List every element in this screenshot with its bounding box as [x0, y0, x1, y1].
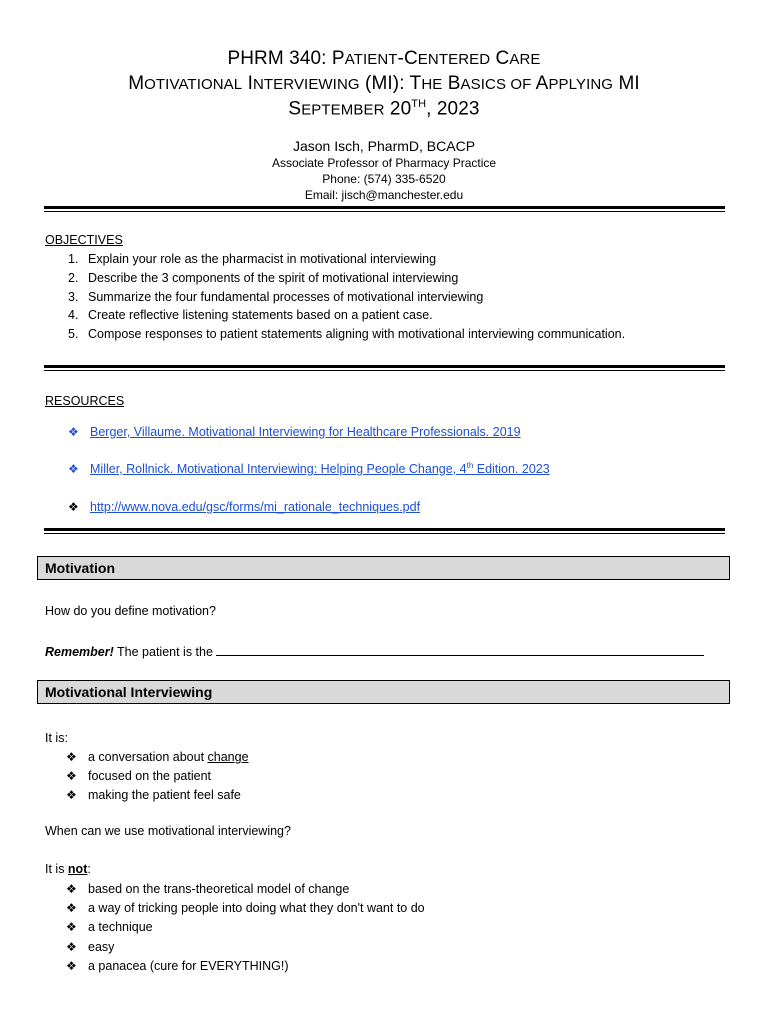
diamond-bullet-icon: ❖	[66, 939, 77, 954]
section-heading-motivational-interviewing: Motivational Interviewing	[37, 680, 730, 704]
diamond-bullet-icon: ❖	[68, 425, 79, 439]
objectives-list	[44, 250, 625, 344]
list-item: ❖ a technique	[66, 920, 153, 935]
list-item: ❖ focused on the patient	[66, 769, 212, 784]
list-item: ❖ making the patient feel safe	[66, 788, 241, 803]
it-is-label: It is:	[45, 731, 68, 745]
diamond-bullet-icon: ❖	[68, 500, 79, 514]
author-email: Email: jisch@manchester.edu	[304, 188, 464, 202]
diamond-bullet-icon: ❖	[66, 958, 77, 973]
it-is-not-list	[66, 880, 425, 976]
list-item: ❖ a conversation about change	[66, 750, 249, 764]
author-phone: Phone: (574) 335-6520	[322, 172, 446, 186]
diamond-bullet-icon: ❖	[66, 750, 77, 764]
author-title: Associate Professor of Pharmacy Practice	[271, 156, 497, 170]
diamond-bullet-icon: ❖	[66, 769, 77, 784]
when-question: When can we use motivational interviewing?	[45, 824, 291, 838]
divider	[44, 206, 725, 209]
list-item: 1. Explain your role as the pharmacist in motivational interviewing	[68, 252, 437, 266]
author-name: Jason Isch, PharmD, BCACP	[292, 138, 476, 154]
diamond-bullet-icon: ❖	[66, 882, 77, 896]
diamond-bullet-icon: ❖	[66, 920, 77, 935]
section-heading-motivation: Motivation	[37, 556, 730, 580]
resources-heading: RESOURCES	[45, 394, 125, 408]
list-item: 2. Describe the 3 components of the spirit of motivational interviewing	[68, 270, 459, 285]
doc-title-line-1: PHRM 340: PATIENT-CENTERED CARE	[227, 48, 541, 69]
resource-item	[68, 460, 550, 478]
resource-item	[68, 423, 521, 441]
list-item: 5. Compose responses to patient statements aligning with motivational interviewing communication.	[68, 327, 626, 342]
divider	[44, 365, 725, 368]
objectives-heading: OBJECTIVES	[45, 233, 123, 247]
list-item: ❖ based on the trans-theoretical model of change	[66, 882, 350, 896]
resource-link-nova[interactable]: http://www.nova.edu/gsc/forms/mi_rationale_techniques.pdf	[90, 500, 421, 514]
list-item: ❖ a way of tricking people into doing what they don't want to do	[66, 901, 425, 916]
resource-link-berger[interactable]: Berger, Villaume. Motivational Interviewing for Healthcare Professionals. 2019	[90, 425, 521, 439]
divider	[44, 211, 725, 212]
divider	[44, 528, 725, 531]
doc-title-line-3: SEPTEMBER 20TH, 2023	[288, 98, 480, 120]
divider	[44, 370, 725, 371]
diamond-bullet-icon: ❖	[66, 901, 77, 916]
motivation-question: How do you define motivation?	[45, 604, 216, 618]
resource-item	[68, 498, 420, 516]
list-item: 4. Create reflective listening statements based on a patient case.	[68, 308, 433, 323]
doc-title-line-2: MOTIVATIONAL INTERVIEWING (MI): THE BASICS OF APPLYING MI	[128, 73, 640, 94]
resource-link-miller[interactable]: Miller, Rollnick. Motivational Interviewing: Helping People Change, 4th Edition. 2023	[90, 460, 550, 476]
remember-line: Remember! The patient is the	[45, 643, 704, 659]
diamond-bullet-icon: ❖	[66, 788, 77, 803]
diamond-bullet-icon: ❖	[68, 462, 79, 476]
divider	[44, 533, 725, 534]
list-item: ❖ a panacea (cure for EVERYTHING!)	[66, 958, 289, 973]
it-is-list	[66, 748, 249, 806]
it-is-not-label: It is not:	[45, 862, 91, 876]
fill-in-blank[interactable]	[216, 643, 704, 656]
list-item: 3. Summarize the four fundamental processes of motivational interviewing	[68, 289, 484, 304]
list-item: ❖ easy	[66, 939, 115, 954]
